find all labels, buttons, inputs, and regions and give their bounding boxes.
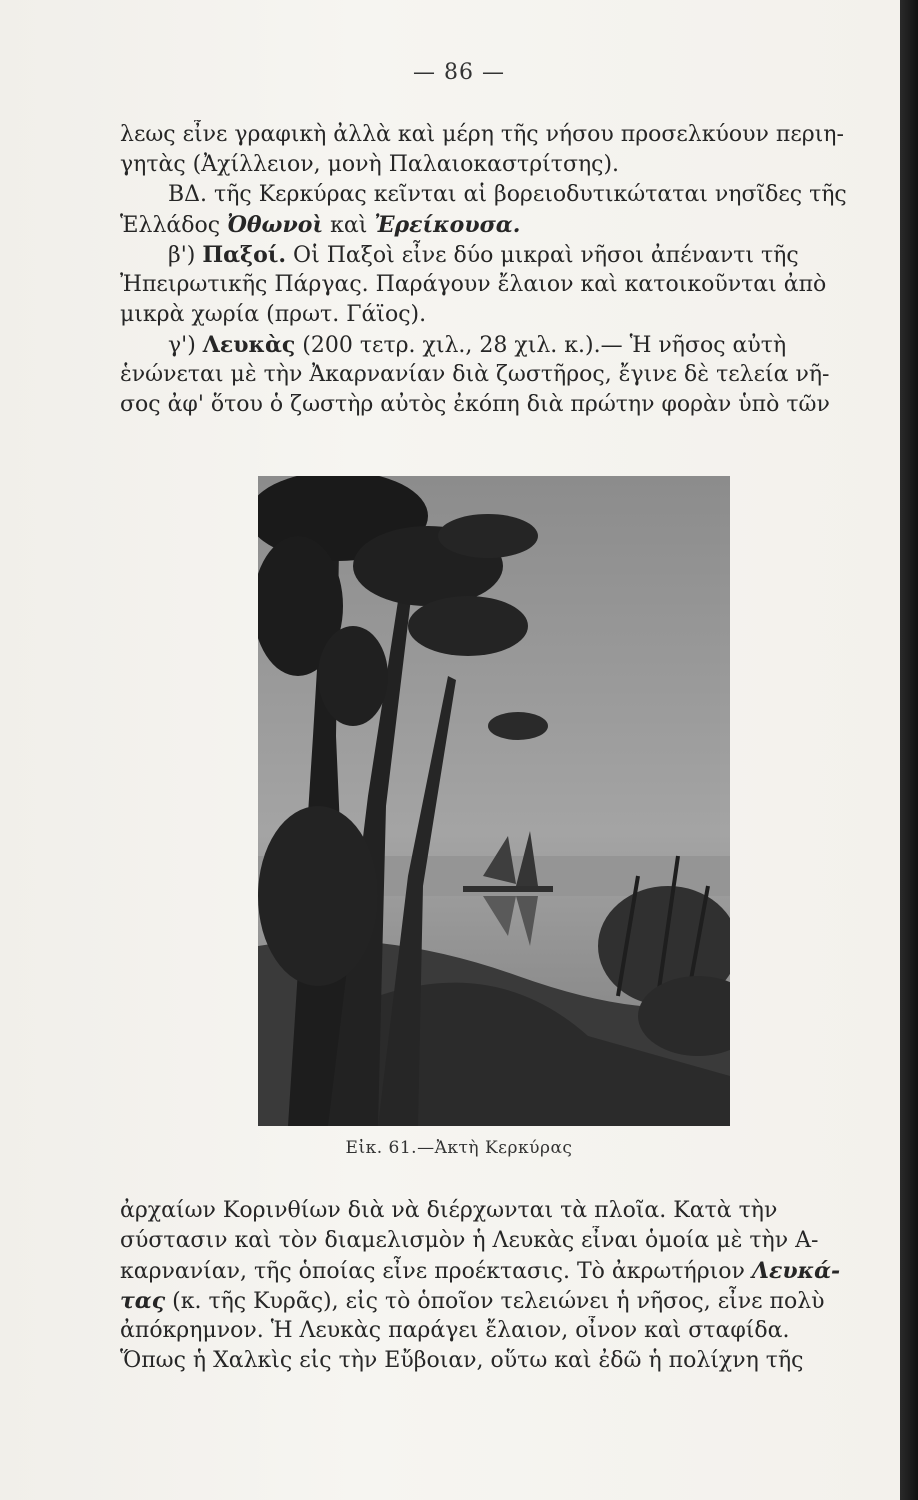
shore-photo: [258, 476, 730, 1126]
text-line: σος ἀφ' ὅτου ὁ ζωστὴρ αὐτὸς ἐκόπη διὰ πρώτην φορὰν ὑπὸ τῶν: [120, 392, 830, 417]
text-line: Ὅπως ἡ Χαλκὶς εἰς τὴν Εὔβοιαν, οὕτω καὶ ἐδῶ ἡ πολίχνη τῆς: [120, 1348, 804, 1373]
text-fragment: καὶ: [330, 213, 368, 238]
island-name-othonoi: Ὀθωνοὶ: [227, 212, 324, 238]
cape-name-lefkata-end: τας: [120, 1288, 166, 1314]
section-label: β'): [168, 243, 203, 268]
text-line: Ἠπειρωτικῆς Πάργας. Παράγουν ἔλαιον καὶ κατοικοῦνται ἀπὸ: [120, 272, 827, 297]
text-line: ἀρχαίων Κορινθίων διὰ νὰ διέρχωνται τὰ πλοῖα. Κατὰ τὴν: [120, 1198, 778, 1223]
bottom-paragraphs: [120, 1196, 880, 1376]
text-fragment: Οἱ Παξοὶ εἶνε δύο μικραὶ νῆσοι ἀπέναντι τῆς: [286, 243, 799, 268]
text-line: λεως εἶνε γραφικὴ ἀλλὰ καὶ μέρη τῆς νήσου προσελκύουν περιη-: [120, 122, 844, 147]
figure-caption: Εἰκ. 61.—Ἀκτὴ Κερκύρας: [345, 1138, 573, 1158]
text-fragment: καρνανίαν, τῆς ὁποίας εἶνε προέκτασις. Τὸ ἀκρωτήριον: [120, 1259, 745, 1284]
section-label: γ'): [168, 333, 203, 358]
photo-figure: [258, 476, 730, 1126]
text-line: [120, 210, 880, 240]
section-heading-paxoi: Παξοί.: [202, 242, 287, 268]
section-heading-lefkas: Λευκὰς: [202, 332, 296, 358]
island-name-ereikousa: Ἐρείκουσα.: [374, 212, 521, 238]
top-paragraphs: [120, 120, 880, 420]
text-fragment: (κ. τῆς Κυρᾶς), εἰς τὸ ὁποῖον τελειώνει ἡ νῆσος, εἶνε πολὺ: [165, 1289, 825, 1314]
text-line: μικρὰ χωρία (πρωτ. Γάϊος).: [120, 302, 427, 327]
page-binding-edge: [900, 0, 918, 1500]
page-number: — 86 —: [413, 60, 505, 85]
text-line: σύστασιν καὶ τὸν διαμελισμὸν ἡ Λευκὰς εἶναι ὁμοία μὲ τὴν Α-: [120, 1228, 819, 1253]
text-line: ἑνώνεται μὲ τὴν Ἀκαρνανίαν διὰ ζωστῆρος, ἔγινε δὲ τελεία νῆ-: [120, 362, 830, 387]
cape-name-lefkata: Λευκά-: [751, 1258, 841, 1284]
text-line: [120, 1256, 880, 1286]
text-line: ΒΔ. τῆς Κερκύρας κεῖνται αἱ βορειοδυτικώταται νησῖδες τῆς: [168, 182, 847, 207]
text-line: [120, 240, 880, 270]
text-fragment: Ἑλλάδος: [120, 213, 221, 238]
text-line: γητὰς (Ἀχίλλειον, μονὴ Παλαιοκαστρίτσης).: [120, 152, 620, 177]
text-line: [120, 1286, 880, 1316]
text-line: [120, 330, 880, 360]
text-fragment: (200 τετρ. χιλ., 28 χιλ. κ.).— Ἡ νῆσος αὐτὴ: [295, 333, 787, 358]
text-line: ἀπόκρημνον. Ἡ Λευκὰς παράγει ἔλαιον, οἶνον καὶ σταφίδα.: [120, 1318, 790, 1343]
